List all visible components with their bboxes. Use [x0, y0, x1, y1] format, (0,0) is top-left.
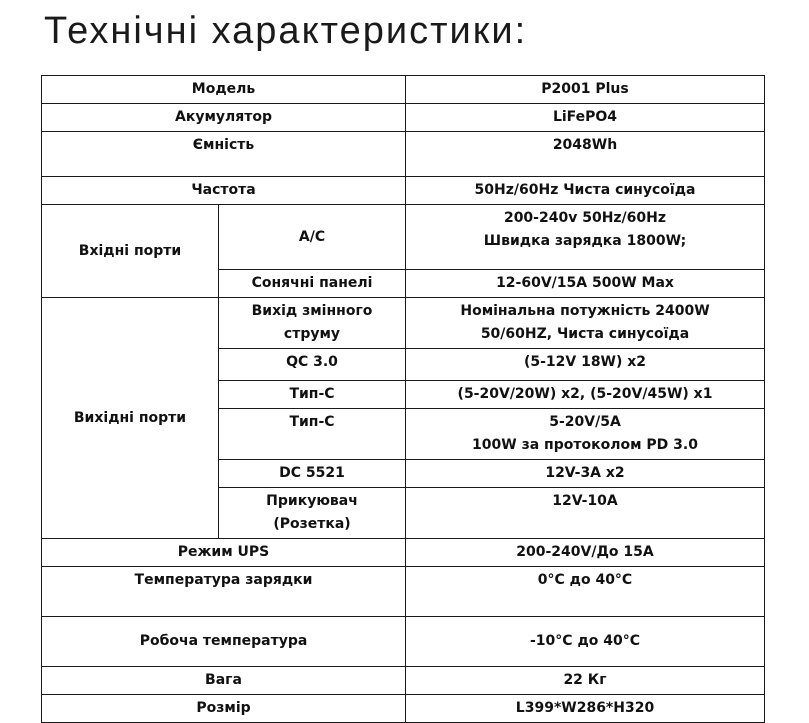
input-solar-value: 12-60V/15A 500W Max: [406, 270, 765, 298]
input-ac-label: A/C: [219, 205, 406, 270]
output-car-label-line2: (Розетка): [273, 516, 351, 532]
output-car-value: 12V-10A: [406, 488, 765, 539]
ups-value: 200-240V/До 15A: [406, 539, 765, 567]
inputs-label: Вхідні порти: [42, 205, 219, 298]
output-dc-value: 12V-3A x2: [406, 460, 765, 488]
row-capacity: [42, 132, 765, 177]
row-battery: [42, 104, 765, 132]
specs-table: [41, 75, 765, 723]
output-typec-2-line2: 100W за протоколом PD 3.0: [472, 437, 698, 453]
output-typec-2-label: Тип-С: [219, 409, 406, 460]
output-ac-line2: 50/60HZ, Чиста синусоїда: [480, 326, 690, 342]
model-value: P2001 Plus: [406, 76, 765, 104]
output-ac-label-line1: Вихід змінного: [251, 303, 373, 319]
output-ac-label: [219, 298, 406, 349]
output-car-label-line1: Прикуювач: [266, 493, 358, 509]
row-input-ac: [42, 205, 765, 270]
row-weight: [42, 667, 765, 695]
output-qc-label: QC 3.0: [219, 349, 406, 381]
page-title: Технічні характеристики:: [44, 10, 528, 52]
input-ac-value: [406, 205, 765, 270]
input-ac-line1: 200-240v 50Hz/60Hz: [503, 210, 667, 226]
row-work-temp: [42, 617, 765, 667]
charge-temp-label: Температура зарядки: [42, 567, 406, 617]
output-dc-label: DC 5521: [219, 460, 406, 488]
frequency-label: Частота: [42, 177, 406, 205]
frequency-value: 50Hz/60Hz Чиста синусоїда: [406, 177, 765, 205]
row-model: [42, 76, 765, 104]
battery-value: LiFePO4: [406, 104, 765, 132]
model-label: Модель: [42, 76, 406, 104]
capacity-label: Ємність: [42, 132, 406, 177]
input-solar-label: Сонячні панелі: [219, 270, 406, 298]
output-qc-value: (5-12V 18W) x2: [406, 349, 765, 381]
output-typec-2-value: [406, 409, 765, 460]
size-value: L399*W286*H320: [406, 695, 765, 723]
output-typec-1-value: (5-20V/20W) x2, (5-20V/45W) x1: [406, 381, 765, 409]
output-typec-1-label: Тип-С: [219, 381, 406, 409]
weight-label: Вага: [42, 667, 406, 695]
work-temp-label: Робоча температура: [42, 617, 406, 667]
output-car-label: [219, 488, 406, 539]
input-ac-line2: Швидка зарядка 1800W;: [483, 233, 687, 249]
row-output-ac: [42, 298, 765, 349]
row-frequency: [42, 177, 765, 205]
size-label: Розмір: [42, 695, 406, 723]
row-ups: [42, 539, 765, 567]
ups-label: Режим UPS: [42, 539, 406, 567]
output-ac-label-line2: струму: [283, 326, 341, 342]
row-charge-temp: [42, 567, 765, 617]
outputs-label: Вихідні порти: [42, 298, 219, 539]
output-ac-value: [406, 298, 765, 349]
output-ac-line1: Номінальна потужність 2400W: [460, 303, 710, 319]
output-typec-2-line1: 5-20V/5A: [549, 414, 621, 430]
charge-temp-value: 0°C до 40°C: [406, 567, 765, 617]
battery-label: Акумулятор: [42, 104, 406, 132]
capacity-value: 2048Wh: [406, 132, 765, 177]
weight-value: 22 Кг: [406, 667, 765, 695]
work-temp-value: -10°C до 40°C: [406, 617, 765, 667]
